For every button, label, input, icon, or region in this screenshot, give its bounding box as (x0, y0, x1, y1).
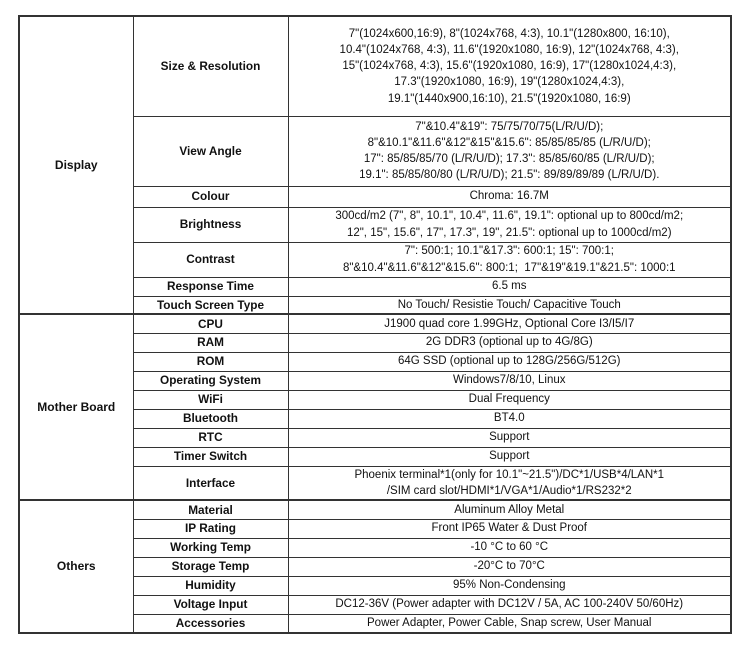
value-line: 10.4"(1024x768, 4:3), 11.6"(1920x1080, 16:9), 12"(1024x768, 4:3), (339, 43, 679, 56)
value-line: 19.1"(1440x900,16:10), 21.5"(1920x1080, 16:9) (387, 92, 631, 105)
category-cell-mother-board: Mother Board (19, 314, 133, 500)
value-line: 7"&10.4"&19": 75/75/70/75(L/R/U/D); (415, 120, 604, 133)
spec-label-material: Material (133, 500, 288, 519)
value-line: Aluminum Alloy Metal (454, 503, 565, 516)
value-line: 15"(1024x768, 4:3), 15.6"(1920x1080, 16:9), 17"(1280x1024,4:3), (342, 60, 677, 73)
spec-value-view-angle (288, 116, 731, 186)
spec-value-contrast (288, 242, 731, 277)
spec-value-working-temp (288, 538, 731, 557)
spec-value-touch-screen-type (288, 296, 731, 314)
value-line: Dual Frequency (468, 393, 550, 406)
spec-value-ip-rating (288, 519, 731, 538)
value-line: J1900 quad core 1.99GHz, Optional Core I3/I5/I7 (384, 317, 635, 330)
spec-value-material (288, 500, 731, 519)
spec-label-colour: Colour (133, 186, 288, 207)
spec-label-view-angle: View Angle (133, 116, 288, 186)
value-line: Phoenix terminal*1(only for 10.1"~21.5")/DC*1/USB*4/LAN*1 (354, 468, 665, 481)
spec-value-brightness (288, 207, 731, 242)
spec-value-ram (288, 333, 731, 352)
spec-table (18, 15, 732, 634)
value-line: 7"(1024x600,16:9), 8"(1024x768, 4:3), 10.1"(1280x800, 16:10), (348, 27, 670, 40)
spec-label-rtc: RTC (133, 428, 288, 447)
spec-value-size-resolution (288, 16, 731, 116)
spec-label-accessories: Accessories (133, 614, 288, 633)
value-line: 95% Non-Condensing (452, 579, 566, 592)
spec-value-operating-system (288, 371, 731, 390)
value-line: Power Adapter, Power Cable, Snap screw, User Manual (367, 617, 652, 630)
value-line: Front IP65 Water & Dust Proof (431, 522, 588, 535)
category-cell-display: Display (19, 16, 133, 314)
spec-label-contrast: Contrast (133, 242, 288, 277)
value-line: 12", 15", 15.6", 17", 17.3", 19", 21.5": optional up to 1000cd/m2) (346, 226, 672, 239)
value-line: 64G SSD (optional up to 128G/256G/512G) (398, 355, 621, 368)
spec-label-touch-screen-type: Touch Screen Type (133, 296, 288, 314)
value-line: Windows7/8/10, Linux (452, 374, 566, 387)
spec-label-voltage-input: Voltage Input (133, 595, 288, 614)
value-line: BT4.0 (493, 412, 525, 425)
spec-label-wifi: WiFi (133, 390, 288, 409)
value-line: 7": 500:1; 10.1"&17.3": 600:1; 15": 700:1; (404, 245, 614, 258)
category-cell-others: Others (19, 500, 133, 633)
spec-label-rom: ROM (133, 352, 288, 371)
spec-value-accessories (288, 614, 731, 633)
spec-label-ip-rating: IP Rating (133, 519, 288, 538)
value-line: 2G DDR3 (optional up to 4G/8G) (425, 336, 593, 349)
spec-value-interface (288, 466, 731, 500)
spec-label-operating-system: Operating System (133, 371, 288, 390)
spec-value-colour (288, 186, 731, 207)
spec-value-cpu (288, 314, 731, 333)
value-line: 17.3"(1920x1080, 16:9), 19"(1280x1024,4:3), (394, 76, 625, 89)
spec-value-voltage-input (288, 595, 731, 614)
value-line: 300cd/m2 (7", 8", 10.1", 10.4", 11.6", 19.1": optional up to 800cd/m2; (335, 210, 684, 223)
value-line: 6.5 ms (491, 280, 527, 293)
spec-label-humidity: Humidity (133, 576, 288, 595)
value-line: DC12-36V (Power adapter with DC12V / 5A, AC 100-240V 50/60Hz) (335, 598, 684, 611)
spec-value-response-time (288, 277, 731, 296)
spec-label-brightness: Brightness (133, 207, 288, 242)
spec-label-size-resolution: Size & Resolution (133, 16, 288, 116)
spec-value-bluetooth (288, 409, 731, 428)
value-line: 19.1": 85/85/80/80 (L/R/U/D); 21.5": 89/89/89/89 (L/R/U/D). (359, 169, 660, 182)
value-line: Support (489, 450, 530, 463)
spec-label-working-temp: Working Temp (133, 538, 288, 557)
value-line: 17": 85/85/85/70 (L/R/U/D); 17.3": 85/85/60/85 (L/R/U/D); (363, 153, 655, 165)
value-line: /SIM card slot/HDMI*1/VGA*1/Audio*1/RS232*2 (386, 484, 632, 497)
spec-value-rom (288, 352, 731, 371)
spec-label-storage-temp: Storage Temp (133, 557, 288, 576)
value-line: -20°C to 70°C (473, 560, 545, 573)
value-line: -10 °C to 60 °C (470, 541, 549, 554)
spec-label-bluetooth: Bluetooth (133, 409, 288, 428)
value-line: 8"&10.4"&11.6"&12"&15.6": 800:1; 17"&19"&19.1"&21.5": 1000:1 (342, 261, 676, 274)
spec-label-response-time: Response Time (133, 277, 288, 296)
spec-value-timer-switch (288, 447, 731, 466)
spec-label-timer-switch: Timer Switch (133, 447, 288, 466)
value-line: Chroma: 16.7M (469, 190, 549, 203)
spec-value-humidity (288, 576, 731, 595)
spec-label-cpu: CPU (133, 314, 288, 333)
spec-value-rtc (288, 428, 731, 447)
value-line: 8"&10.1"&11.6"&12"&15"&15.6": 85/85/85/85 (L/R/U/D); (367, 136, 651, 149)
spec-value-wifi (288, 390, 731, 409)
spec-label-interface: Interface (133, 466, 288, 500)
value-line: Support (489, 431, 530, 444)
spec-label-ram: RAM (133, 333, 288, 352)
spec-value-storage-temp (288, 557, 731, 576)
value-line: No Touch/ Resistie Touch/ Capacitive Touch (397, 298, 621, 311)
